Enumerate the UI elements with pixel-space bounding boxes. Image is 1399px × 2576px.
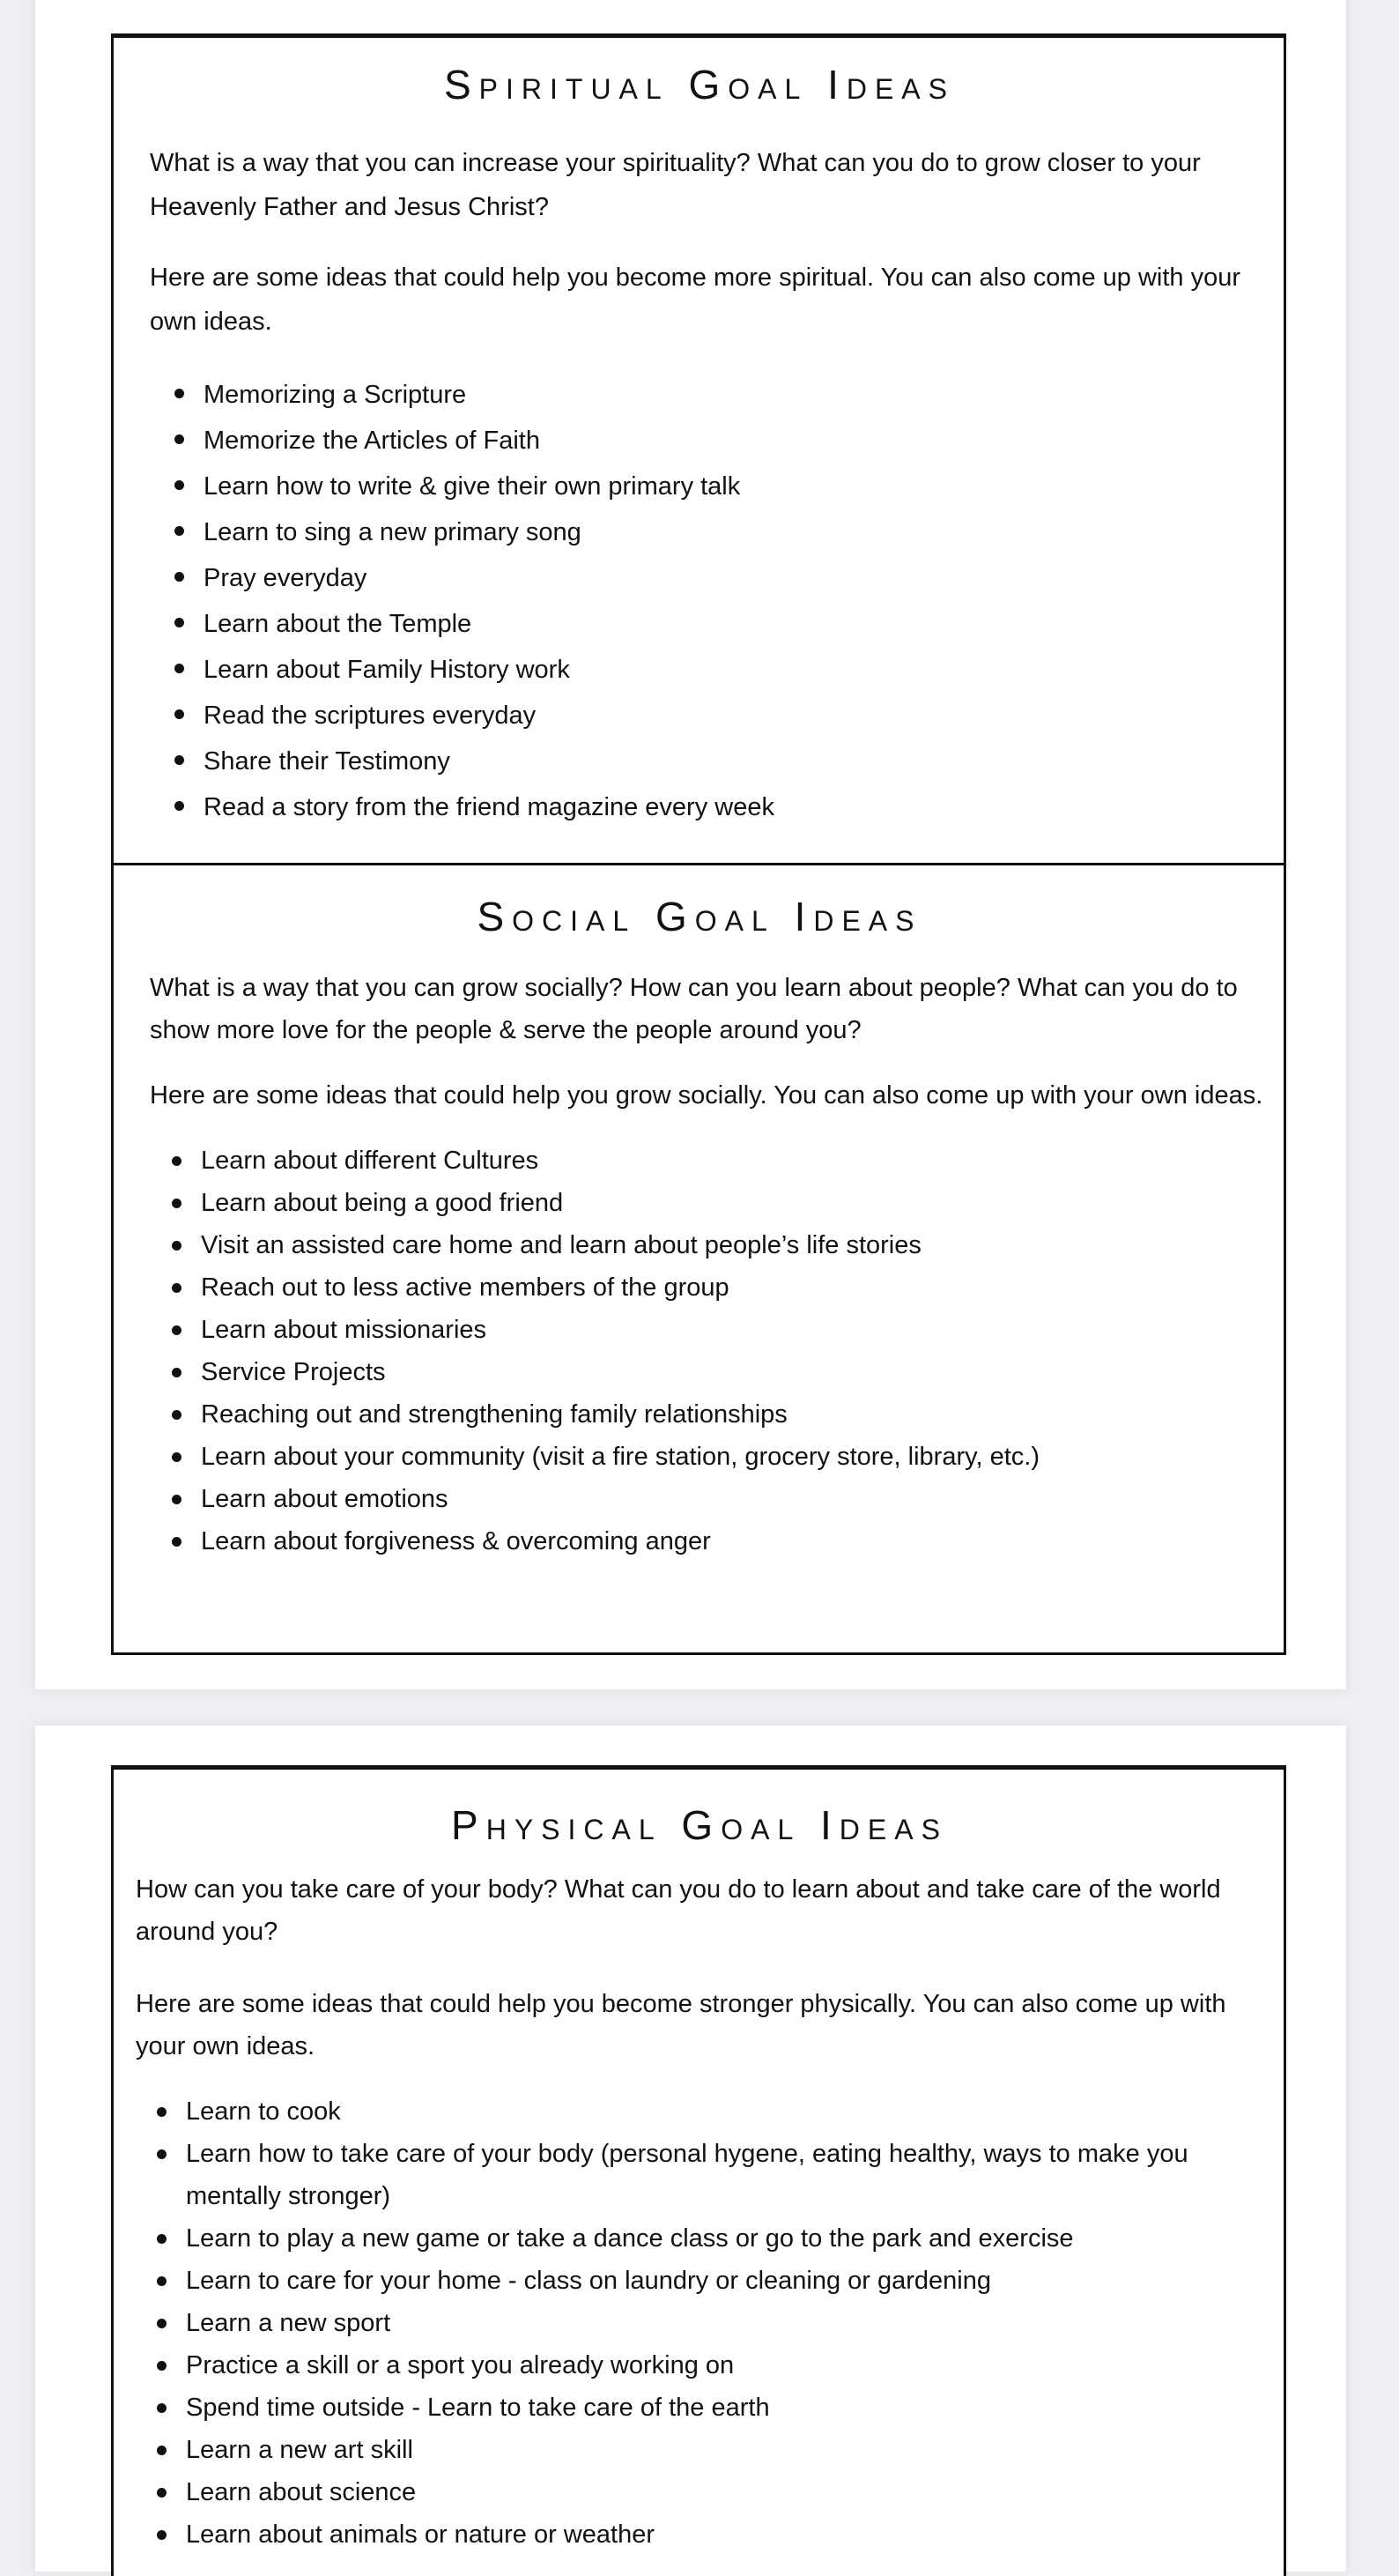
- list-item: [204, 464, 1282, 509]
- list-item: [186, 2260, 1272, 2302]
- list-item: [186, 2429, 1272, 2471]
- section-title: Physical Goal Ideas: [451, 1802, 948, 1848]
- bullet-icon: [157, 2403, 167, 2413]
- list-item: [204, 372, 1282, 418]
- bullet-icon: [174, 664, 184, 673]
- list-item-text: Learn to sing a new primary song: [204, 518, 581, 546]
- ideas-paragraph: Here are some ideas that could help you grow socially. You can also come up with your own ideas.: [150, 1081, 1263, 1110]
- bullet-icon: [157, 2149, 167, 2159]
- bullet-icon: [172, 1241, 181, 1251]
- list-item-text: Reaching out and strengthening family relationships: [201, 1400, 788, 1429]
- list-item: [186, 2133, 1272, 2217]
- list-item-text: Learn about being a good friend: [201, 1189, 564, 1217]
- list-item: [186, 2471, 1272, 2513]
- list-item-text: Memorize the Articles of Faith: [204, 427, 540, 455]
- bullet-icon: [174, 389, 184, 398]
- list-item-text: Share their Testimony: [204, 747, 450, 776]
- list-item-text: Memorizing a Scripture: [204, 381, 467, 409]
- list-item-text: Learn about Family History work: [204, 656, 570, 684]
- list-item: [204, 784, 1282, 830]
- list-item-text: Learn about forgiveness & overcoming anger: [201, 1527, 711, 1555]
- list-item: [186, 2217, 1272, 2260]
- bullet-icon: [157, 2234, 167, 2244]
- bullet-icon: [172, 1537, 181, 1547]
- bullet-icon: [174, 434, 184, 444]
- bullet-icon: [172, 1156, 181, 1166]
- bullet-icon: [172, 1410, 181, 1420]
- list-item: [204, 601, 1282, 647]
- bullet-icon: [157, 2361, 167, 2371]
- list-item: [186, 2344, 1272, 2387]
- list-item-text: Learn about animals or nature or weather: [186, 2520, 655, 2549]
- list-item-text: Learn a new art skill: [186, 2436, 413, 2464]
- ideas-list: [150, 372, 1282, 830]
- list-item: [201, 1224, 1282, 1266]
- ideas-paragraph: Here are some ideas that could help you become more spiritual. You can also come up with your own ideas.: [150, 264, 1241, 336]
- bullet-icon: [172, 1495, 181, 1504]
- list-item: [186, 2302, 1272, 2344]
- list-item-text: Visit an assisted care home and learn about people’s life stories: [201, 1231, 922, 1259]
- list-item: [186, 2387, 1272, 2429]
- bullet-icon: [172, 1199, 181, 1208]
- list-item-text: Service Projects: [201, 1358, 386, 1386]
- list-item-text: Reach out to less active members of the group: [201, 1273, 729, 1302]
- bullet-icon: [157, 2446, 167, 2455]
- bullet-icon: [157, 2276, 167, 2286]
- list-item-text: Learn a new sport: [186, 2309, 391, 2337]
- list-item: [201, 1140, 1282, 1182]
- physical-section: [0, 1800, 1399, 2549]
- list-item: [204, 739, 1282, 784]
- list-item-text: Learn about emotions: [201, 1485, 448, 1513]
- ideas-list: [136, 2090, 1272, 2556]
- list-item: [201, 1309, 1282, 1351]
- list-item: [186, 2513, 1272, 2556]
- list-item-text: Learn about missionaries: [201, 1316, 487, 1344]
- bullet-icon: [174, 801, 184, 811]
- section-title: Spiritual Goal Ideas: [443, 62, 955, 108]
- bullet-icon: [172, 1283, 181, 1293]
- section-divider: [111, 863, 1286, 865]
- list-item: [204, 647, 1282, 693]
- bullet-icon: [157, 2319, 167, 2328]
- list-item-text: Read a story from the friend magazine every week: [204, 793, 774, 821]
- list-item-text: Learn about science: [186, 2478, 417, 2506]
- list-item: [201, 1393, 1282, 1436]
- section-title: Social Goal Ideas: [477, 894, 922, 939]
- intro-paragraph: What is a way that you can grow socially? How can you learn about people? What can you do to show more love for the people & serve the people around you?: [150, 974, 1238, 1044]
- list-item: [186, 2090, 1272, 2133]
- list-item-text: Learn about your community (visit a fire station, grocery store, library, etc.): [201, 1443, 1040, 1471]
- list-item-text: Learn how to write & give their own primary talk: [204, 472, 741, 501]
- list-item-text: Practice a skill or a sport you already working on: [186, 2351, 735, 2379]
- list-item: [204, 555, 1282, 601]
- list-item-text: Learn to play a new game or take a dance class or go to the park and exercise: [186, 2224, 1074, 2253]
- list-item: [201, 1351, 1282, 1393]
- list-item: [201, 1182, 1282, 1224]
- list-item: [201, 1436, 1282, 1478]
- bullet-icon: [174, 709, 184, 719]
- list-item-text: Pray everyday: [204, 564, 367, 592]
- spiritual-section: [0, 60, 1399, 821]
- list-item-text: Learn to cook: [186, 2097, 341, 2126]
- list-item: [201, 1266, 1282, 1309]
- bullet-icon: [174, 480, 184, 490]
- bullet-icon: [157, 2530, 167, 2540]
- ideas-paragraph: Here are some ideas that could help you become stronger physically. You can also come up with your own ideas.: [136, 1990, 1226, 2060]
- social-section: [0, 892, 1399, 1555]
- list-item-text: Learn to care for your home - class on laundry or cleaning or gardening: [186, 2267, 992, 2295]
- list-item-text: Read the scriptures everyday: [204, 702, 537, 730]
- intro-paragraph: How can you take care of your body? What can you do to learn about and take care of the world around you?: [136, 1875, 1221, 1946]
- list-item-text: Learn about different Cultures: [201, 1147, 539, 1175]
- list-item-text: Learn how to take care of your body (personal hygene, eating healthy, ways to make you mentally stronger): [186, 2140, 1188, 2210]
- list-item: [204, 418, 1282, 464]
- bullet-icon: [174, 572, 184, 582]
- list-item-text: Learn about the Temple: [204, 610, 472, 638]
- list-item: [201, 1520, 1282, 1563]
- list-item: [201, 1478, 1282, 1520]
- intro-paragraph: What is a way that you can increase your spirituality? What can you do to grow closer to your Heavenly Father and Jesus Christ?: [150, 149, 1201, 221]
- bullet-icon: [174, 755, 184, 765]
- bullet-icon: [157, 2107, 167, 2117]
- bullet-icon: [174, 526, 184, 536]
- ideas-list: [150, 1140, 1282, 1563]
- list-item: [204, 693, 1282, 739]
- bullet-icon: [172, 1368, 181, 1377]
- list-item: [204, 509, 1282, 555]
- bullet-icon: [172, 1452, 181, 1462]
- bullet-icon: [174, 618, 184, 627]
- list-item-text: Spend time outside - Learn to take care of the earth: [186, 2394, 770, 2422]
- bullet-icon: [172, 1325, 181, 1335]
- bullet-icon: [157, 2488, 167, 2498]
